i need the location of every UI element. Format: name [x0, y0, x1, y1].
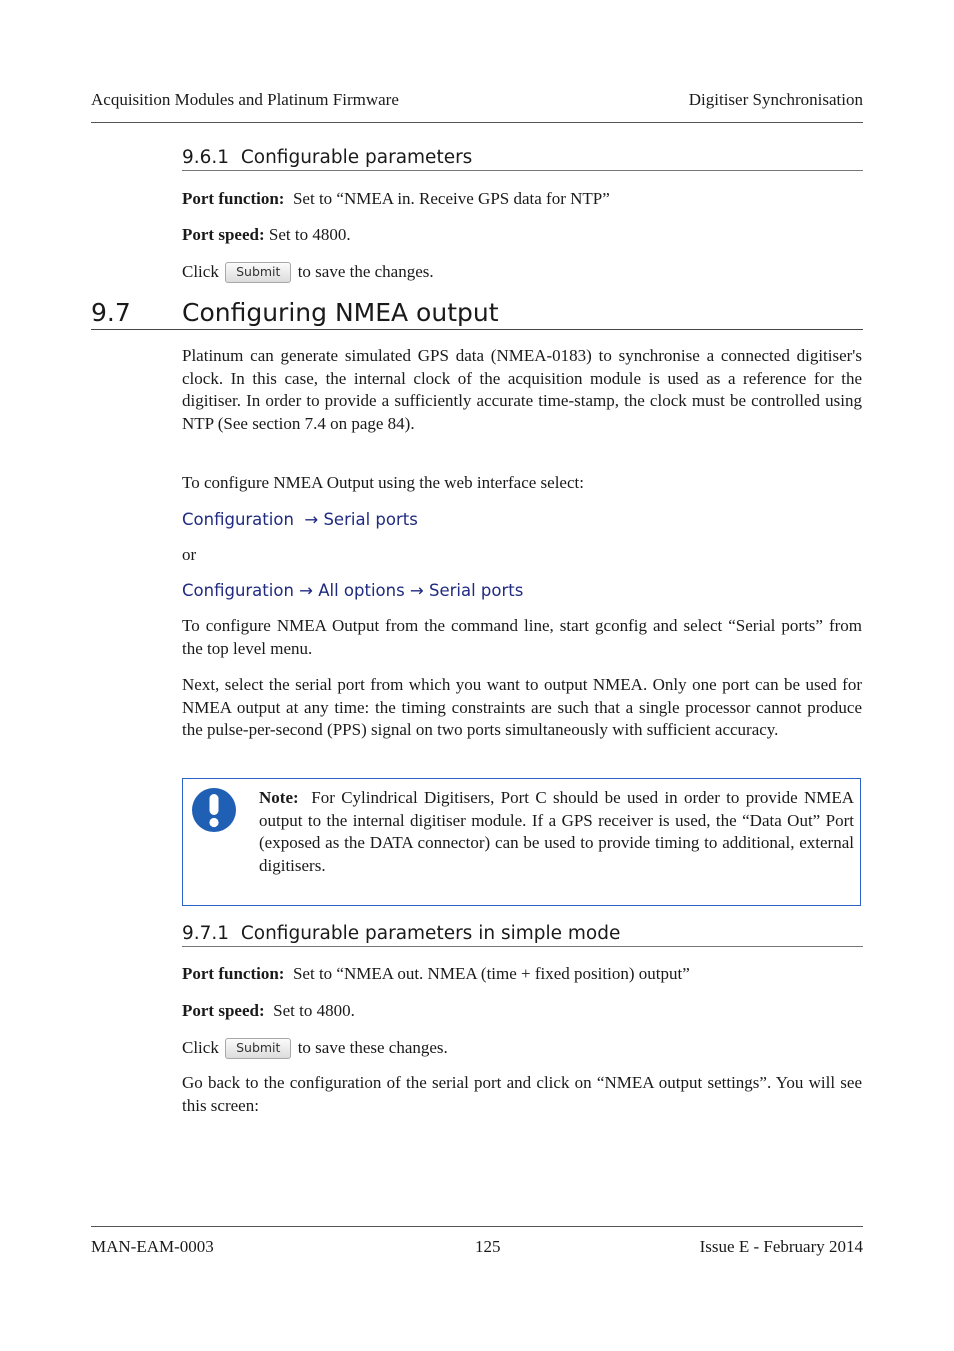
port-function-label: Port function: [182, 189, 285, 208]
header-right: Digitiser Synchronisation [688, 90, 863, 109]
menu-path-all-options: Configuration → All options → Serial ports [182, 581, 524, 600]
footer-issue: Issue E - February 2014 [699, 1237, 863, 1256]
port-speed-value: Set to 4800. [273, 1001, 355, 1020]
port-speed-line [182, 1000, 862, 1023]
click-text: Click [182, 1038, 219, 1057]
section-9-6-1-heading [182, 147, 863, 171]
web-interface-paragraph: To configure NMEA Output using the web interface select: [182, 473, 584, 492]
intro-paragraph: Platinum can generate simulated GPS data (NMEA-0183) to synchronise a connected digitiser's clock. In this case, the internal clock of the acquisition module is used as a reference for the digitiser. In order to provide a sufficiently accurate time-stamp, the clock must be controlled using NTP (See section 7.4 on page 84). [182, 346, 862, 433]
note-body: For Cylindrical Digitisers, Port C should be used in order to provide NMEA output to the internal digitiser module. If a GPS receiver is used, the “Data Out” Port (exposed as the DATA connector) can be used to provide timing to additional, external digitisers. [259, 788, 854, 875]
port-function-label: Port function: [182, 964, 285, 983]
footer-doc-id: MAN-EAM-0003 [91, 1237, 214, 1256]
section-9-7-heading [91, 298, 863, 330]
port-speed-line [182, 224, 862, 247]
section-title: Configuring NMEA output [182, 298, 499, 327]
section-title: Configurable parameters in simple mode [240, 923, 621, 944]
click-submit-line [182, 261, 862, 284]
go-back-paragraph: Go back to the configuration of the serial port and click on “NMEA output settings”. You will see this screen: [182, 1073, 862, 1115]
click-submit-line [182, 1037, 862, 1060]
submit-button[interactable]: Submit [225, 1038, 291, 1059]
port-function-line [182, 188, 862, 211]
serial-port-paragraph: Next, select the serial port from which you want to output NMEA. Only one port can be used for NMEA output at any time: the timing constraints are such that a single processor cannot produce the pulse-per-second (PPS) signal on two ports simultaneously with sufficient accuracy. [182, 675, 862, 740]
command-line-paragraph: To configure NMEA Output from the command line, start gconfig and select “Serial ports” from the top level menu. [182, 616, 862, 658]
footer-page-number: 125 [475, 1237, 501, 1256]
footer-rule [91, 1226, 863, 1227]
save-text: to save these changes. [297, 1038, 448, 1057]
note-text [259, 787, 854, 877]
submit-button[interactable]: Submit [225, 262, 291, 283]
port-speed-label: Port speed: [182, 225, 265, 244]
section-title: Configurable parameters [240, 147, 473, 168]
port-speed-label: Port speed: [182, 1001, 265, 1020]
note-label: Note: [259, 788, 299, 807]
click-text: Click [182, 262, 219, 281]
save-text: to save the changes. [297, 262, 434, 281]
menu-path-serial-ports: Configuration → Serial ports [182, 510, 418, 529]
port-function-value: Set to “NMEA in. Receive GPS data for NTP” [292, 189, 610, 208]
section-number: 9.7 [91, 298, 131, 327]
section-number: 9.7.1 [182, 923, 230, 944]
header-rule [91, 122, 863, 123]
port-speed-value: Set to 4800. [268, 225, 351, 244]
note-box [182, 778, 861, 906]
header-left: Acquisition Modules and Platinum Firmware [91, 90, 399, 109]
section-9-7-1-heading [182, 923, 863, 947]
port-function-line [182, 963, 862, 986]
running-header [91, 90, 863, 110]
or-text: or [182, 545, 197, 564]
section-number: 9.6.1 [182, 147, 230, 168]
port-function-value: Set to “NMEA out. NMEA (time + fixed position) output” [292, 964, 690, 983]
exclamation-icon [191, 787, 237, 833]
